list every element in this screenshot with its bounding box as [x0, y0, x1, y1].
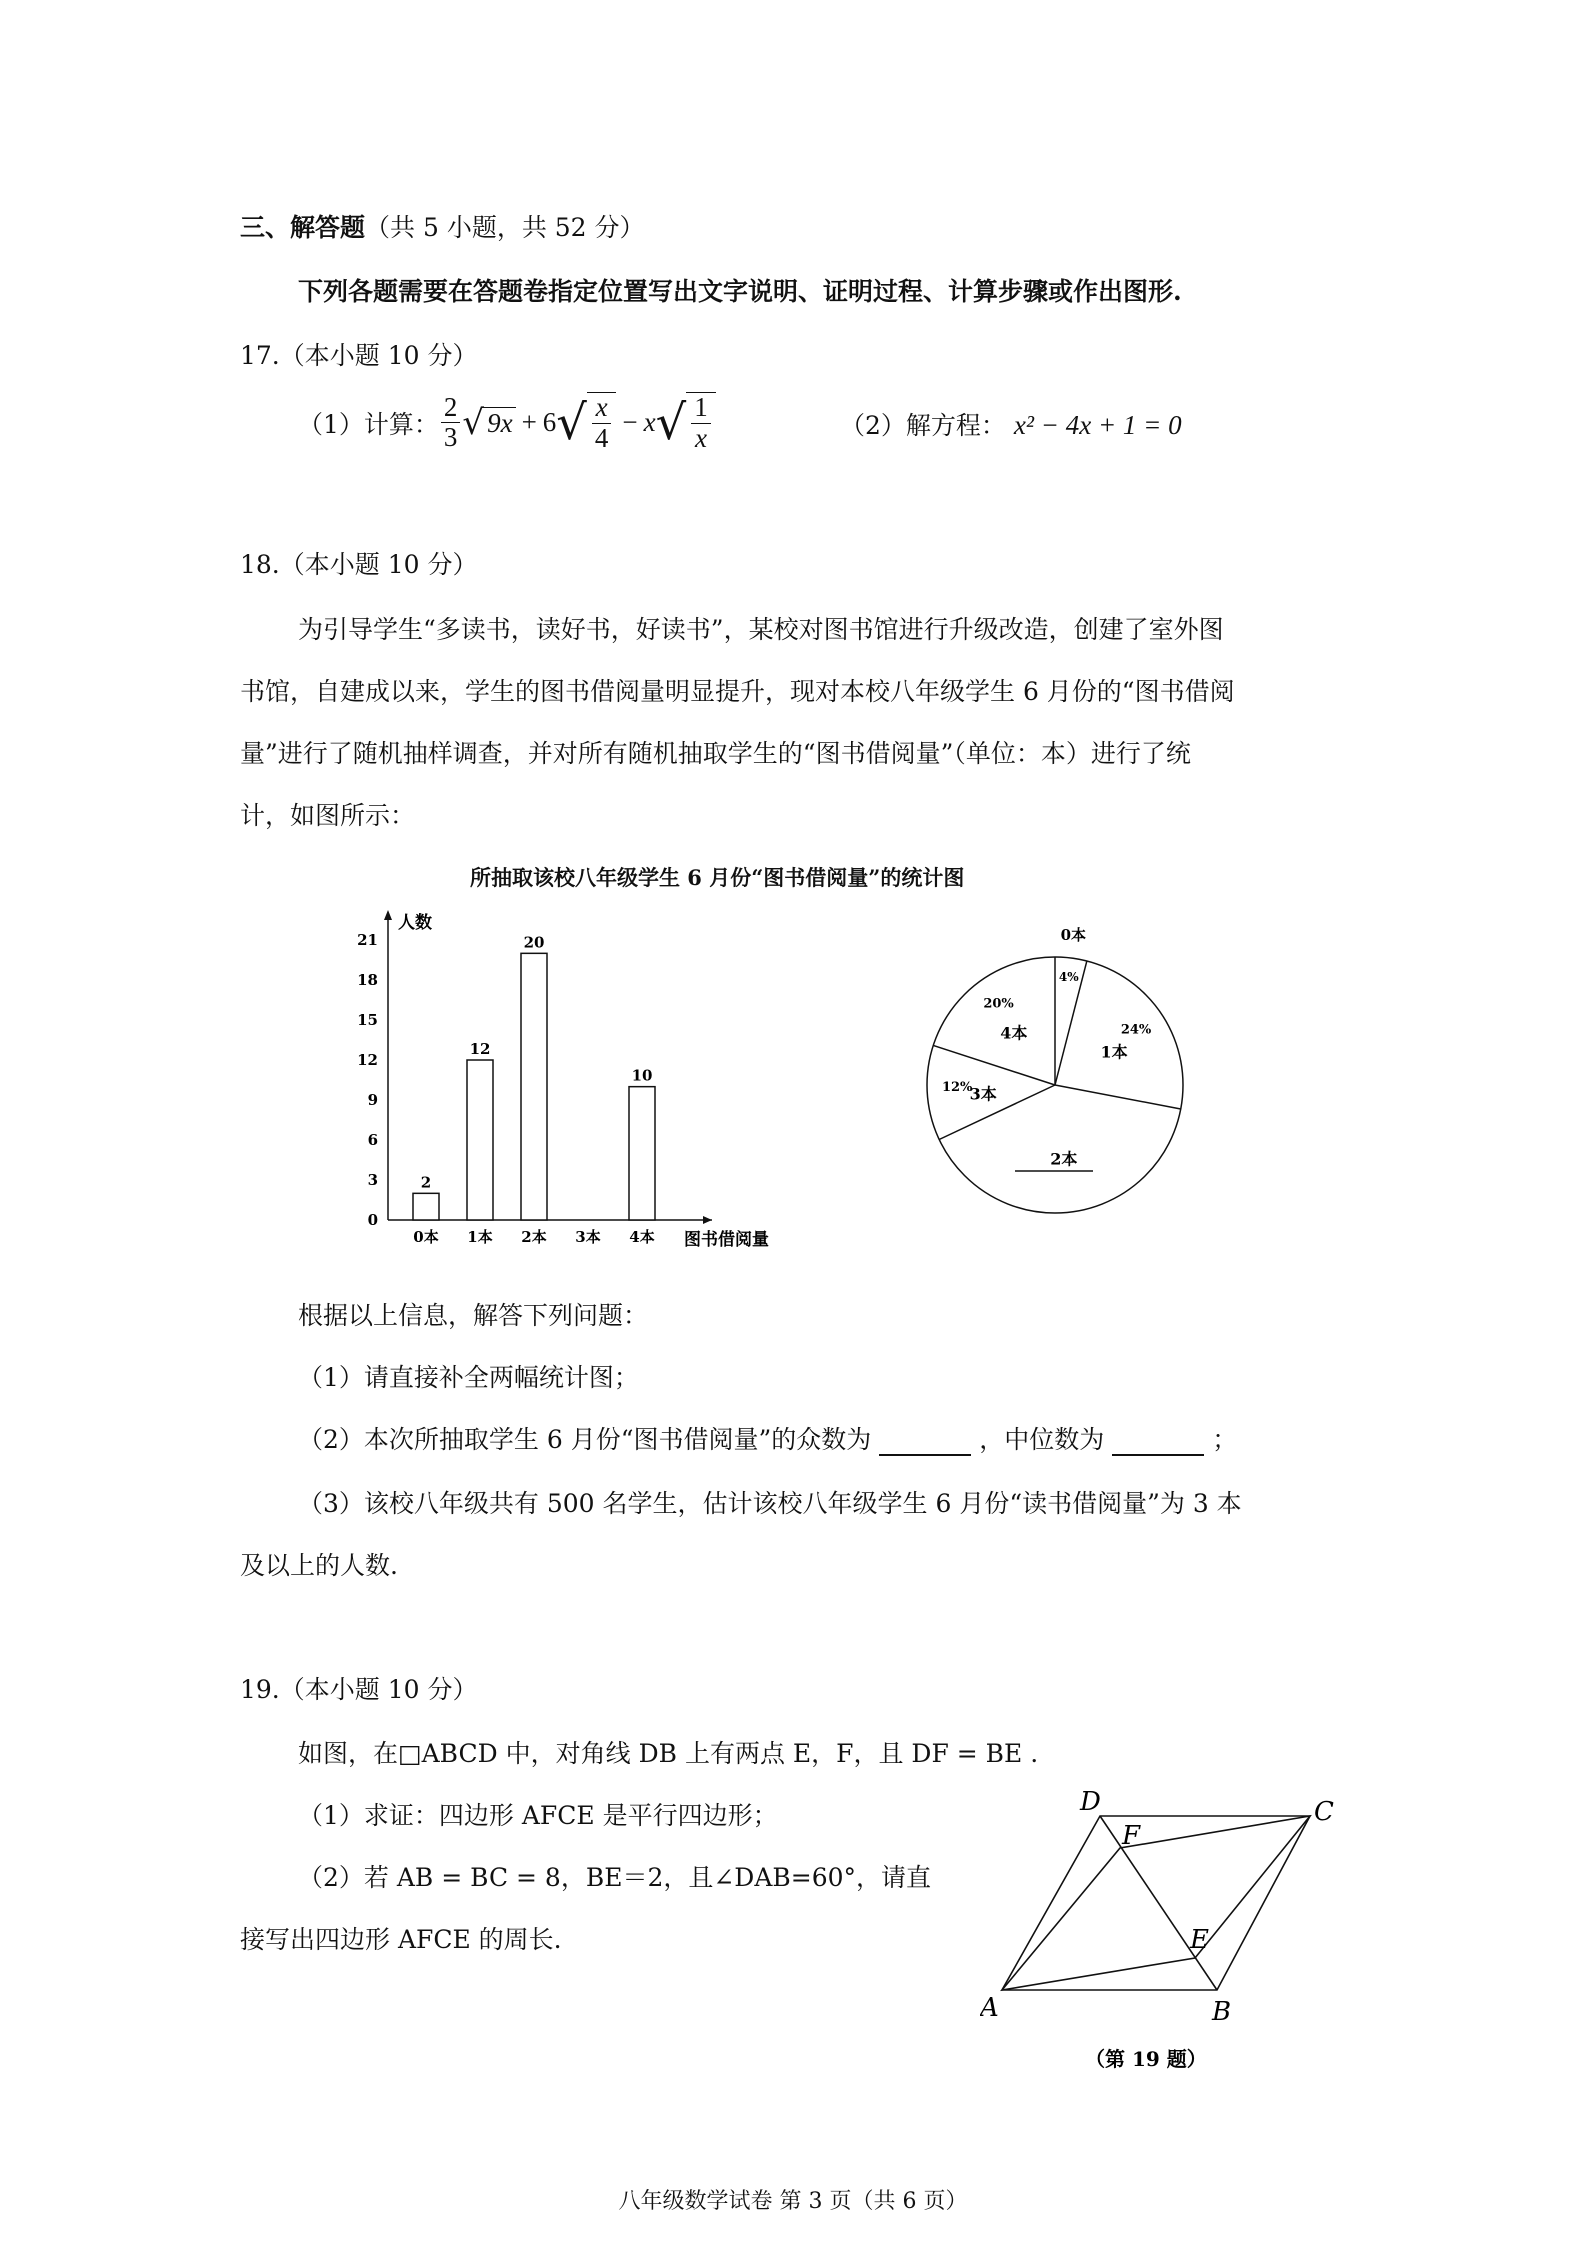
radicand-9x: 9x [484, 407, 515, 439]
q19-part2-cont: 接写出四边形 AFCE 的周长. [240, 1925, 562, 1954]
bar-y-tick-label: 9 [367, 1091, 378, 1109]
q17-heading: 17.（本小题 10 分） [240, 341, 478, 370]
bar-y-tick-label: 6 [367, 1131, 378, 1149]
parallelogram-figure [980, 1790, 1350, 2080]
plus-sign: + [521, 407, 537, 438]
q19-heading: 19.（本小题 10 分） [240, 1675, 478, 1704]
section-note: （共 5 小题，共 52 分） [365, 213, 645, 242]
figure-caption: （第 19 题） [1085, 2047, 1207, 2071]
bar-data-label: 2 [420, 1173, 432, 1192]
q19-part2: （2）若 AB = BC = 8，BE＝2，且∠DAB=60°，请直 [298, 1863, 932, 1892]
q17-part2 [840, 406, 1182, 442]
pie-slice-label: 3本 [969, 1084, 997, 1104]
bar [467, 1060, 493, 1220]
pie-slice-percent: 12% [941, 1080, 973, 1096]
pie-chart [915, 925, 1195, 1245]
bar-x-tick-label: 1本 [467, 1228, 493, 1246]
bar-data-label: 10 [631, 1066, 653, 1085]
bar-chart-bars [413, 933, 655, 1220]
point-label-b: B [1212, 1997, 1232, 2027]
bar-data-label: 20 [523, 933, 545, 952]
pie-slice-label: 4本 [1000, 1023, 1028, 1043]
bar-y-tick-label: 3 [367, 1171, 378, 1189]
pie-slice-label: 2本 [1050, 1149, 1078, 1169]
pie-slice-percent: 24% [1120, 1022, 1152, 1038]
pie-chart-slices [927, 926, 1183, 1213]
point-label-f: F [1122, 1821, 1141, 1851]
section-instruction: 下列各题需要在答题卷指定位置写出文字说明、证明过程、计算步骤或作出图形. [298, 277, 1182, 306]
bar-x-tick-label: 2本 [521, 1228, 547, 1246]
bar-x-axis-label: 图书借阅量 [684, 1230, 769, 1250]
point-label-a: A [980, 1993, 999, 2023]
q18-task-3-cont: 及以上的人数. [240, 1551, 398, 1580]
bar-y-tick-label: 18 [357, 971, 378, 989]
radical-sign: √ [462, 402, 485, 443]
section-title: 三、解答题 [240, 213, 366, 242]
pie-slice-percent: 4% [1058, 969, 1079, 984]
q18-heading: 18.（本小题 10 分） [240, 550, 478, 579]
pie-slice-percent: 20% [983, 996, 1014, 1012]
chart-title: 所抽取该校八年级学生 6 月份“图书借阅量”的统计图 [470, 865, 965, 890]
radicand-1-over-x: $\frac{1}{x}$ [686, 392, 716, 453]
bar [521, 953, 547, 1220]
q19-statement: 如图，在□ABCD 中，对角线 DB 上有两点 E，F，且 DF = BE . [298, 1739, 1039, 1768]
mode-answer-blank[interactable] [879, 1430, 971, 1456]
q18-task-1: （1）请直接补全两幅统计图； [298, 1363, 639, 1392]
q18-paragraph-line: 量”进行了随机抽样调查，并对所有随机抽取学生的“图书借阅量”（单位：本）进行了统 [240, 739, 1191, 768]
q18-task-3: （3）该校八年级共有 500 名学生，估计该校八年级学生 6 月份“读书借阅量”为 3 本 [298, 1489, 1242, 1518]
q19-part1: （1）求证：四边形 AFCE 是平行四边形； [298, 1801, 778, 1830]
q18-paragraph-line: 计，如图所示： [240, 801, 416, 830]
q17-part1-label: （1）计算： [298, 409, 439, 439]
bar-x-tick-label: 0本 [413, 1228, 439, 1246]
radicand-x-over-4: $\frac{x}{4}$ [587, 392, 617, 453]
fraction-two-thirds: $\frac{2}{3}$ [441, 393, 461, 453]
page-footer: 八年级数学试卷 第 3 页（共 6 页） [618, 2189, 968, 2214]
pie-slice-label: 1本 [1100, 1042, 1128, 1062]
bar-y-axis-label: 人数 [398, 913, 432, 933]
q18-task-intro: 根据以上信息，解答下列问题： [298, 1301, 649, 1330]
q18-paragraph-line: 为引导学生“多读书，读好书，好读书”，某校对图书馆进行升级改造，创建了室外图 [298, 615, 1224, 644]
bar-y-tick-label: 0 [367, 1211, 378, 1229]
q18-task-2: （2）本次所抽取学生 6 月份“图书借阅量”的众数为 ，中位数为 ； [298, 1425, 1238, 1454]
bar-y-tick-label: 15 [357, 1011, 378, 1029]
point-label-c: C [1314, 1797, 1334, 1827]
coefficient-six: 6 [542, 407, 557, 438]
bar-y-tick-label: 21 [357, 931, 378, 949]
q17-part1 [298, 392, 716, 453]
radical-sign: √ [556, 394, 587, 451]
radical-sign: √ [655, 394, 687, 451]
q17-equation: x² − 4x + 1 = 0 [1013, 410, 1182, 440]
bar [629, 1087, 655, 1220]
point-label-d: D [1080, 1790, 1101, 1817]
section-header [240, 208, 645, 244]
bar-x-axis-arrow [703, 1216, 712, 1224]
variable-x: x [643, 407, 656, 438]
pie-slice-label: 0本 [1060, 926, 1087, 945]
bar-y-axis-arrow [384, 910, 392, 920]
bar-data-label: 12 [469, 1040, 491, 1058]
q17-part2-label: （2）解方程： [840, 411, 1006, 440]
bar-x-tick-label: 3本 [575, 1228, 601, 1246]
bar-x-tick-label: 4本 [629, 1228, 655, 1246]
bar [413, 1193, 439, 1220]
minus-sign: − [622, 407, 638, 438]
bar-chart [340, 900, 810, 1260]
bar-y-tick-label: 12 [357, 1051, 378, 1069]
median-answer-blank[interactable] [1112, 1430, 1204, 1456]
q18-paragraph-line: 书馆，自建成以来，学生的图书借阅量明显提升，现对本校八年级学生 6 月份的“图书借阅 [240, 677, 1235, 706]
point-label-e: E [1190, 1925, 1209, 1955]
